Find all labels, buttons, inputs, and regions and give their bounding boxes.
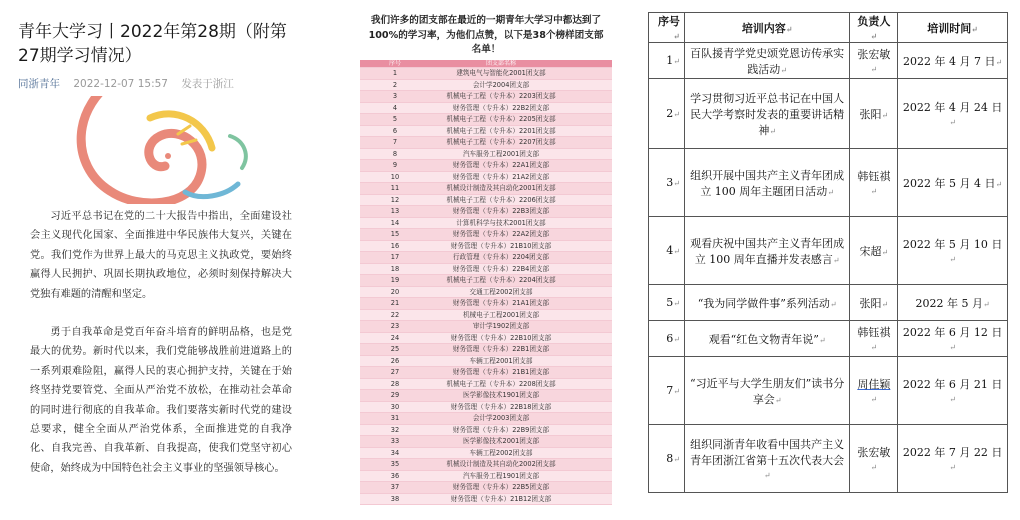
list-item-name: 建筑电气与智能化2001团支部 [456, 69, 546, 77]
row-content: “我为同学做件事”系列活动↵ [684, 285, 849, 321]
row-no: 6↵ [649, 321, 685, 357]
list-item-name: 车辆工程2002团支部 [469, 448, 533, 457]
list-item-no: 16 [390, 241, 400, 250]
list-item-no: 15 [390, 230, 400, 238]
list-item-name: 机械电子工程2001团支部 [462, 310, 540, 319]
list-item-name: 汽车服务工程1901团支部 [462, 471, 540, 480]
training-table-panel [648, 12, 1008, 493]
list-header [360, 60, 612, 68]
article-date: 2022-12-07 15:57 [73, 78, 168, 90]
row-owner: 韩钰祺↵ [850, 149, 898, 217]
table-row [649, 357, 1008, 425]
article-paragraph: 勇于自我革命是党百年奋斗培育的鲜明品格，也是党最大的优势。新时代以来，我们党能够战胜前进道路上的一系列艰难险阻，赢得人民的衷心拥护支持，关键在于始终坚持党要管党、全面从严治党不放松，在推动社会革命的同时进行彻底的自我革命。我们要落实新时代党的建设总要求，健全全面从严治党体系，全面推进党的自我净化、自我完善、自我革新、自我提高，使我们党坚守初心使命，始终成为中国特色社会主义事业的坚强领导核心。 [30, 327, 292, 474]
list-item-name: 财务管理（专升本）22B18团支部 [450, 402, 552, 411]
header-no: 序号↵ [649, 13, 685, 43]
row-no: 3↵ [649, 149, 685, 217]
article-source-link[interactable]: 同浙青年 [18, 78, 60, 90]
list-item-no: 14 [390, 218, 400, 227]
list-item-name: 机械设计制造及其自动化2001团支部 [446, 184, 556, 192]
list-item-name: 车辆工程2001团支部 [469, 356, 533, 365]
row-no: 5↵ [649, 285, 685, 321]
list-item-name: 财务管理（专升本）21A2团支部 [452, 172, 550, 181]
list-item [360, 333, 612, 345]
list-item-name: 机械电子工程（专升本）2201团支部 [446, 126, 556, 135]
list-item-no: 33 [390, 437, 400, 445]
branch-list-panel [352, 0, 620, 520]
list-item [360, 114, 612, 126]
list-item-name: 机械电子工程（专升本）2207团支部 [446, 138, 556, 146]
table-header-row [649, 13, 1008, 43]
list-item [360, 448, 612, 460]
list-item-name: 财务管理（专升本）22A2团支部 [452, 230, 550, 238]
list-item [360, 206, 612, 218]
list-item [360, 80, 612, 92]
row-content: 组织同浙青年收看中国共产主义青年团浙江省第十五次代表大会↵ [684, 425, 849, 493]
list-item-name: 财务管理（专升本）22B9团支部 [452, 425, 550, 434]
list-item-name: 行政管理（专升本）2204团支部 [453, 253, 549, 261]
list-item-name: 会计学2004团支部 [472, 80, 530, 89]
row-time: 2022 年 4 月 7 日↵ [898, 43, 1008, 79]
list-item [360, 367, 612, 379]
list-item-no: 34 [390, 448, 400, 457]
list-item [360, 344, 612, 356]
list-item-name: 财务管理（专升本）22B3团支部 [452, 207, 550, 215]
list-item-no: 10 [390, 172, 400, 181]
row-no: 1↵ [649, 43, 685, 79]
list-item-name: 财务管理（专升本）22A1团支部 [452, 161, 550, 169]
list-item [360, 241, 612, 253]
list-item-name: 财务管理（专升本）21B1团支部 [452, 368, 550, 376]
list-item-no: 18 [390, 264, 400, 273]
list-item-no: 19 [390, 276, 400, 284]
list-item [360, 137, 612, 149]
row-content: 组织开展中国共产主义青年团成立 100 周年主题团日活动↵ [684, 149, 849, 217]
article-panel [0, 0, 300, 520]
row-owner: 张阳↵ [850, 79, 898, 149]
list-item-name: 医学影像技术1901团支部 [462, 391, 540, 399]
list-item-name: 财务管理（专升本）21B10团支部 [450, 241, 552, 250]
row-no: 8↵ [649, 425, 685, 493]
list-item-no: 2 [392, 80, 398, 89]
list-item-name: 计算机科学与技术2001团支部 [456, 218, 546, 227]
table-body [649, 43, 1008, 493]
list-item [360, 310, 612, 322]
list-item [360, 252, 612, 264]
article-title: 青年大学习丨2022年第28期（附第27期学习情况） [18, 22, 287, 66]
list-item-no: 29 [390, 391, 400, 399]
list-item [360, 275, 612, 287]
row-content: 观看“红色文物青年说”↵ [684, 321, 849, 357]
row-owner: 张宏敏↵ [850, 43, 898, 79]
list-item-no: 24 [390, 333, 400, 342]
list-item-no: 26 [390, 356, 400, 365]
list-item-name: 财务管理（专升本）21B12团支部 [450, 494, 552, 503]
list-item-no: 5 [392, 115, 398, 123]
list-item-name: 财务管理（专升本）21A1团支部 [452, 299, 550, 307]
list-header-no: 序号 [388, 60, 401, 67]
list-item [360, 218, 612, 230]
row-no: 4↵ [649, 217, 685, 285]
list-item [360, 287, 612, 299]
row-owner: 张宏敏↵ [850, 425, 898, 493]
list-item-name: 机械电子工程（专升本）2204团支部 [446, 276, 556, 284]
table-row [649, 321, 1008, 357]
list-item-no: 3 [392, 92, 398, 100]
list-item-name: 医学影像技术2001团支部 [462, 437, 540, 445]
row-time: 2022 年 6 月 12 日↵ [898, 321, 1008, 357]
table-row [649, 425, 1008, 493]
list-item-name: 交通工程2002团支部 [469, 287, 533, 296]
list-item-no: 37 [390, 483, 400, 491]
list-item [360, 149, 612, 161]
list-item [360, 229, 612, 241]
row-owner: 宋超↵ [850, 217, 898, 285]
list-item [360, 436, 612, 448]
table-row [649, 149, 1008, 217]
list-item-no: 25 [390, 345, 400, 353]
row-content: 百队援青学党史颂党恩访传承实践活动↵ [684, 43, 849, 79]
list-item-no: 21 [390, 299, 400, 307]
list-item-name: 财务管理（专升本）22B2团支部 [452, 103, 550, 112]
list-item-name: 财务管理（专升本）22B4团支部 [452, 264, 550, 273]
row-no: 7↵ [649, 357, 685, 425]
list-item-no: 22 [390, 310, 400, 319]
training-table [648, 12, 1008, 493]
article-paragraph: 习近平总书记在党的二十大报告中指出，全面建设社会主义现代化国家、全面推进中华民族伟大复兴，关键在党。我们党作为世界上最大的马克思主义执政党，要始终赢得人民拥护、巩固长期执政地位，必须时刻保持解决大党独有难题的清醒和坚定。 [30, 211, 292, 300]
list-item-name: 财务管理（专升本）22B10团支部 [450, 333, 552, 342]
list-item-no: 36 [390, 471, 400, 480]
list-item-name: 机械电子工程（专升本）2208团支部 [446, 379, 556, 388]
branch-list [360, 60, 612, 505]
article-published-location: 发表于浙江 [181, 78, 234, 90]
row-content: 观看庆祝中国共产主义青年团成立 100 周年直播并发表感言↵ [684, 217, 849, 285]
header-owner: 负责人↵ [850, 13, 898, 43]
list-item [360, 172, 612, 184]
list-item-name: 机械电子工程（专升本）2205团支部 [446, 115, 556, 123]
list-item [360, 459, 612, 471]
list-item-no: 4 [392, 103, 398, 112]
list-item-no: 8 [392, 149, 398, 158]
list-item [360, 264, 612, 276]
list-item-name: 会计学2003团支部 [472, 414, 530, 422]
list-item [360, 195, 612, 207]
row-no: 2↵ [649, 79, 685, 149]
list-header-name: 团支部名称 [485, 60, 516, 67]
list-item-name: 财务管理（专升本）22B5团支部 [452, 483, 550, 491]
list-item [360, 91, 612, 103]
article-meta [18, 76, 234, 91]
list-item [360, 379, 612, 391]
list-item [360, 356, 612, 368]
list-item [360, 321, 612, 333]
list-item-name: 机械设计制造及其自动化2002团支部 [446, 460, 556, 468]
row-time: 2022 年 5 月↵ [898, 285, 1008, 321]
list-item-no: 17 [390, 253, 400, 261]
list-item [360, 413, 612, 425]
list-item-no: 27 [390, 368, 400, 376]
list-item [360, 402, 612, 414]
row-content: “习近平与大学生朋友们”读书分享会↵ [684, 357, 849, 425]
row-time: 2022 年 6 月 21 日↵ [898, 357, 1008, 425]
list-item-no: 1 [392, 69, 398, 77]
row-time: 2022 年 5 月 4 日↵ [898, 149, 1008, 217]
header-time: 培训时间↵ [898, 13, 1008, 43]
list-item-name: 财务管理（专升本）22B1团支部 [452, 345, 550, 353]
row-content: 学习贯彻习近平总书记在中国人民大学考察时发表的重要讲话精神↵ [684, 79, 849, 149]
list-item-no: 28 [390, 379, 400, 388]
list-item [360, 160, 612, 172]
list-item [360, 471, 612, 483]
list-item-no: 38 [390, 494, 400, 503]
list-item-no: 7 [392, 138, 398, 146]
list-item [360, 68, 612, 80]
list-item-no: 13 [390, 207, 400, 215]
list-item [360, 183, 612, 195]
row-owner: 韩钰祺↵ [850, 321, 898, 357]
list-item-no: 35 [390, 460, 400, 468]
list-item [360, 103, 612, 115]
row-time: 2022 年 5 月 10 日↵ [898, 217, 1008, 285]
list-item-no: 20 [390, 287, 400, 296]
list-item-no: 9 [392, 161, 398, 169]
list-item-no: 32 [390, 425, 400, 434]
row-owner: 张阳↵ [850, 285, 898, 321]
list-item-name: 机械电子工程（专升本）2206团支部 [446, 195, 556, 204]
list-item [360, 482, 612, 494]
list-item [360, 425, 612, 437]
list-item [360, 390, 612, 402]
table-row [649, 217, 1008, 285]
row-owner: 周佳颖↵ [850, 357, 898, 425]
list-intro: 我们许多的团支部在最近的一期青年大学习中都达到了100%的学习率，为他们点赞，以下是38个榜样团支部名单！ [368, 15, 604, 55]
list-item-name: 汽车服务工程2001团支部 [462, 149, 540, 158]
row-time: 2022 年 7 月 22 日↵ [898, 425, 1008, 493]
list-item-name: 审计学1902团支部 [472, 322, 530, 330]
list-item-no: 12 [390, 195, 400, 204]
list-item-no: 6 [392, 126, 398, 135]
list-item-no: 30 [390, 402, 400, 411]
table-row [649, 285, 1008, 321]
list-item [360, 298, 612, 310]
list-item-no: 11 [390, 184, 400, 192]
list-item-no: 23 [390, 322, 400, 330]
header-content: 培训内容↵ [684, 13, 849, 43]
list-item-no: 31 [390, 414, 400, 422]
article-body [30, 207, 292, 497]
list-item [360, 494, 612, 506]
article-hero-image [0, 96, 300, 204]
table-row [649, 43, 1008, 79]
row-time: 2022 年 4 月 24 日↵ [898, 79, 1008, 149]
list-item-name: 机械电子工程（专升本）2203团支部 [446, 92, 556, 100]
table-row [649, 79, 1008, 149]
list-item [360, 126, 612, 138]
